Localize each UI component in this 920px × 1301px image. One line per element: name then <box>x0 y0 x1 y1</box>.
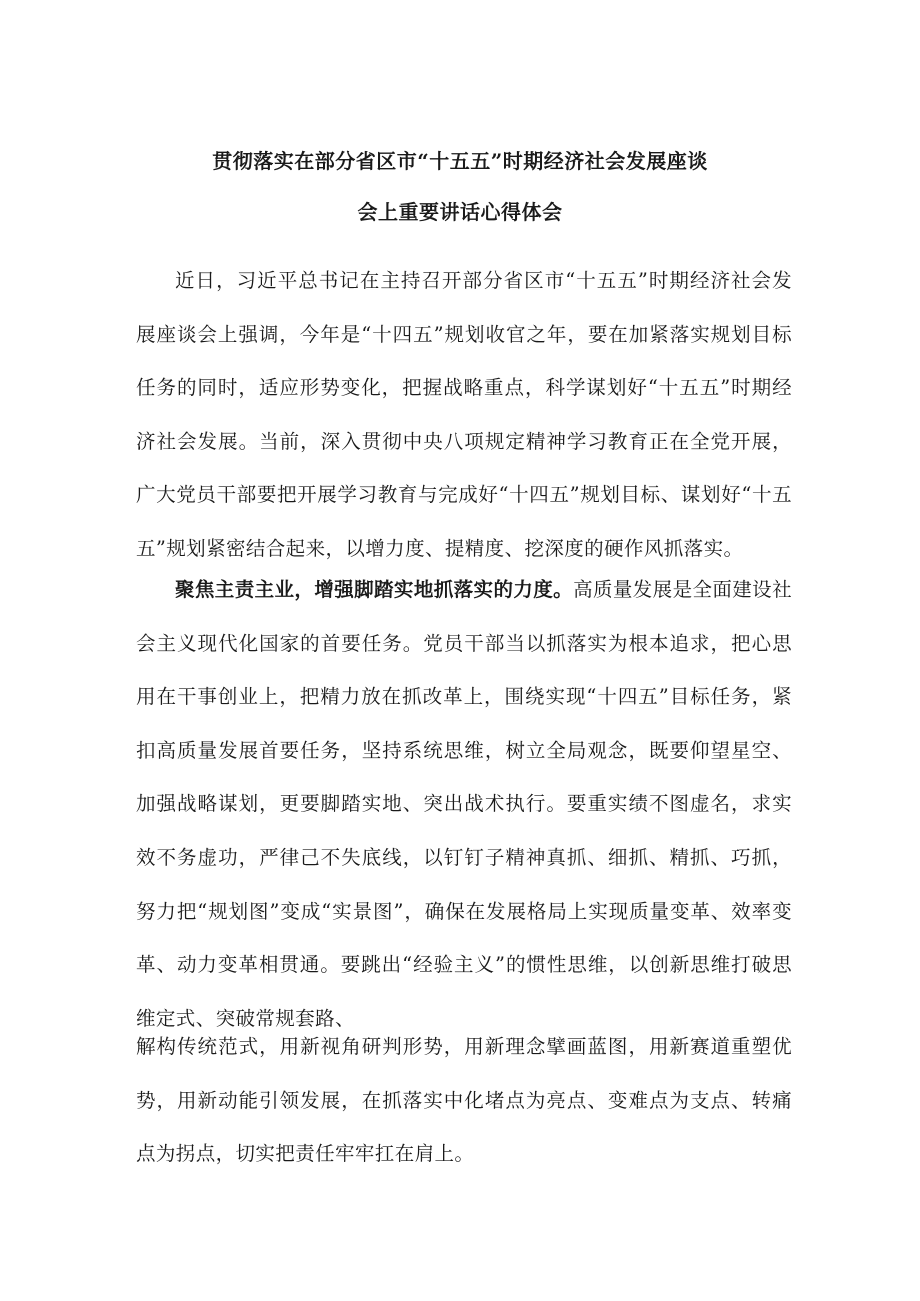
paragraph-continuation <box>136 1020 792 1181</box>
paragraph-lead-heading: 聚焦主责主业，增强脚踏实地抓落实的力度。 <box>175 578 574 601</box>
paragraph-focus-text: 高质量发展是全面建设社会主义现代化国家的首要任务。党员干部当以抓落实为根本追求，把心思用在干事创业上，把精力放在抓改革上，围绕实现“十四五”目标任务，紧扣高质量发展首要任务，坚持系统思维，树立全局观念，既要仰望星空、加强战略谋划，更要脚踏实地、突出战术执行。要重实绩不图虚名，求实效不务虚功，严律己不失底线，以钉钉子精神真抓、细抓、精抓、巧抓，努力把“规划图”变成“实景图”，确保在发展格局上实现质量变革、效率变革、动力变革相贯通。要跳出“经验主义”的惯性思维，以创新思维打破思维定式、突破常规套路、 <box>136 578 792 1030</box>
paragraph-intro-text: 近日，习近平总书记在主持召开部分省区市“十五五”时期经济社会发展座谈会上强调，今年是“十四五”规划收官之年，要在加紧落实规划目标任务的同时，适应形势变化，把握战略重点，科学谋划好“十五五”时期经济社会发展。当前，深入贯彻中央八项规定精神学习教育正在全党开展，广大党员干部要把开展学习教育与完成好“十四五”规划目标、谋划好“十五五”规划紧密结合起来，以增力度、提精度、挖深度的硬作风抓落实。 <box>136 269 792 560</box>
paragraph-continuation-text: 解构传统范式，用新视角研判形势，用新理念擘画蓝图，用新赛道重塑优势，用新动能引领发展，在抓落实中化堵点为亮点、变难点为支点、转痛点为拐点，切实把责任牢牢扛在肩上。 <box>136 1035 792 1166</box>
paragraph-focus-responsibility <box>136 563 792 1045</box>
document-title-line-1: 贯彻落实在部分省区市“十五五”时期经济社会发展座谈 <box>212 149 708 173</box>
paragraph-intro <box>136 254 792 576</box>
document-title-line-2: 会上重要讲话心得体会 <box>357 200 563 224</box>
